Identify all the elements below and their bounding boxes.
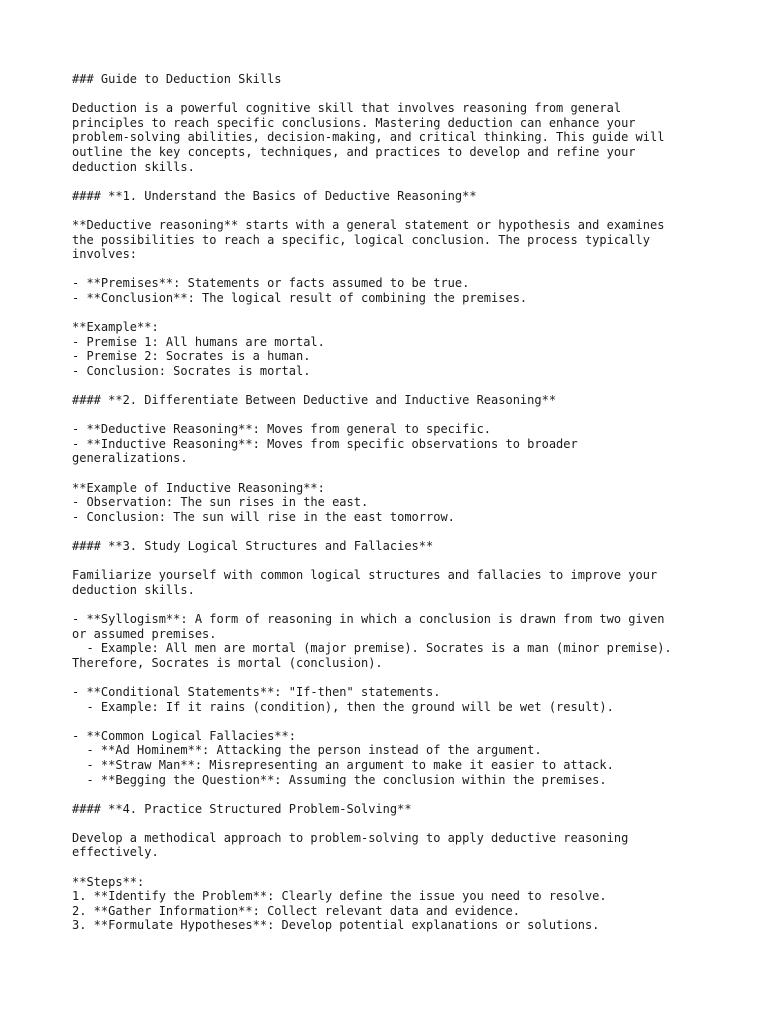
section-3-fallacies: - **Common Logical Fallacies**: - **Ad Hominem**: Attacking the person instead of the argument. - **Straw Man**: Misrepresenting an argument to make it easier to attack. - **Begging the Question**: Assuming the conclusion within the premises. <box>72 728 614 787</box>
paragraph-gap <box>72 714 768 729</box>
paragraph-gap <box>72 554 768 569</box>
paragraph-gap <box>72 408 768 423</box>
paragraph-gap <box>72 378 768 393</box>
section-3-syllogism: - **Syllogism**: A form of reasoning in which a conclusion is drawn from two given or assumed premises. - Example: All men are mortal (major premise). Socrates is a man (minor premise). Therefore, Socrates is mortal (conclusion). <box>72 611 672 670</box>
paragraph-gap <box>72 203 768 218</box>
section-2-example: **Example of Inductive Reasoning**: - Observation: The sun rises in the east. - Conclusion: The sun will rise in the east tomorrow. <box>72 480 455 524</box>
paragraph-gap <box>72 262 768 277</box>
paragraph-gap <box>72 787 768 802</box>
paragraph-gap <box>72 670 768 685</box>
paragraph-gap <box>72 306 768 321</box>
paragraph-gap <box>72 524 768 539</box>
section-4-heading: #### **4. Practice Structured Problem-Solving** <box>72 801 412 816</box>
section-1-list: - **Premises**: Statements or facts assumed to be true. - **Conclusion**: The logical result of combining the premises. <box>72 276 528 305</box>
paragraph-gap <box>72 174 768 189</box>
paragraph-gap <box>72 87 768 102</box>
section-2-list: - **Deductive Reasoning**: Moves from general to specific. - **Inductive Reasoning**: Moves from specific observations to broader generalizations. <box>72 422 578 466</box>
section-2-heading: #### **2. Differentiate Between Deductive and Inductive Reasoning** <box>72 393 557 408</box>
paragraph-gap <box>72 466 768 481</box>
document-body <box>72 72 768 933</box>
section-4-steps: **Steps**: 1. **Identify the Problem**: Clearly define the issue you need to resolve. 2. **Gather Information**: Collect relevant data and evidence. 3. **Formulate Hypotheses**: Develop potential explanations or solutions. <box>72 874 607 933</box>
section-4-paragraph: Develop a methodical approach to problem-solving to apply deductive reasoning effectively. <box>72 830 629 860</box>
section-1-example: **Example**: - Premise 1: All humans are mortal. - Premise 2: Socrates is a human. - Conclusion: Socrates is mortal. <box>72 320 325 378</box>
paragraph-gap <box>72 816 768 831</box>
section-1-paragraph: **Deductive reasoning** starts with a general statement or hypothesis and examines the possibilities to reach a specific, logical conclusion. The process typically involves: <box>72 217 665 262</box>
paragraph-gap <box>72 597 768 612</box>
paragraph-gap <box>72 860 768 875</box>
section-1-heading: #### **1. Understand the Basics of Deductive Reasoning** <box>72 188 477 203</box>
doc-title: ### Guide to Deduction Skills <box>72 72 282 86</box>
section-3-conditional: - **Conditional Statements**: "If-then" statements. - Example: If it rains (condition), then the ground will be wet (result). <box>72 684 614 714</box>
section-3-heading: #### **3. Study Logical Structures and Fallacies** <box>72 539 434 553</box>
intro-paragraph: Deduction is a powerful cognitive skill that involves reasoning from general principles to reach specific conclusions. Mastering deduction can enhance your problem-solving abilities, decision-making, and critical thinking. This guide will outline the key concepts, techniques, and practices to develop and refine your deduction skills. <box>72 101 665 174</box>
section-3-paragraph: Familiarize yourself with common logical structures and fallacies to improve your deduction skills. <box>72 568 658 597</box>
